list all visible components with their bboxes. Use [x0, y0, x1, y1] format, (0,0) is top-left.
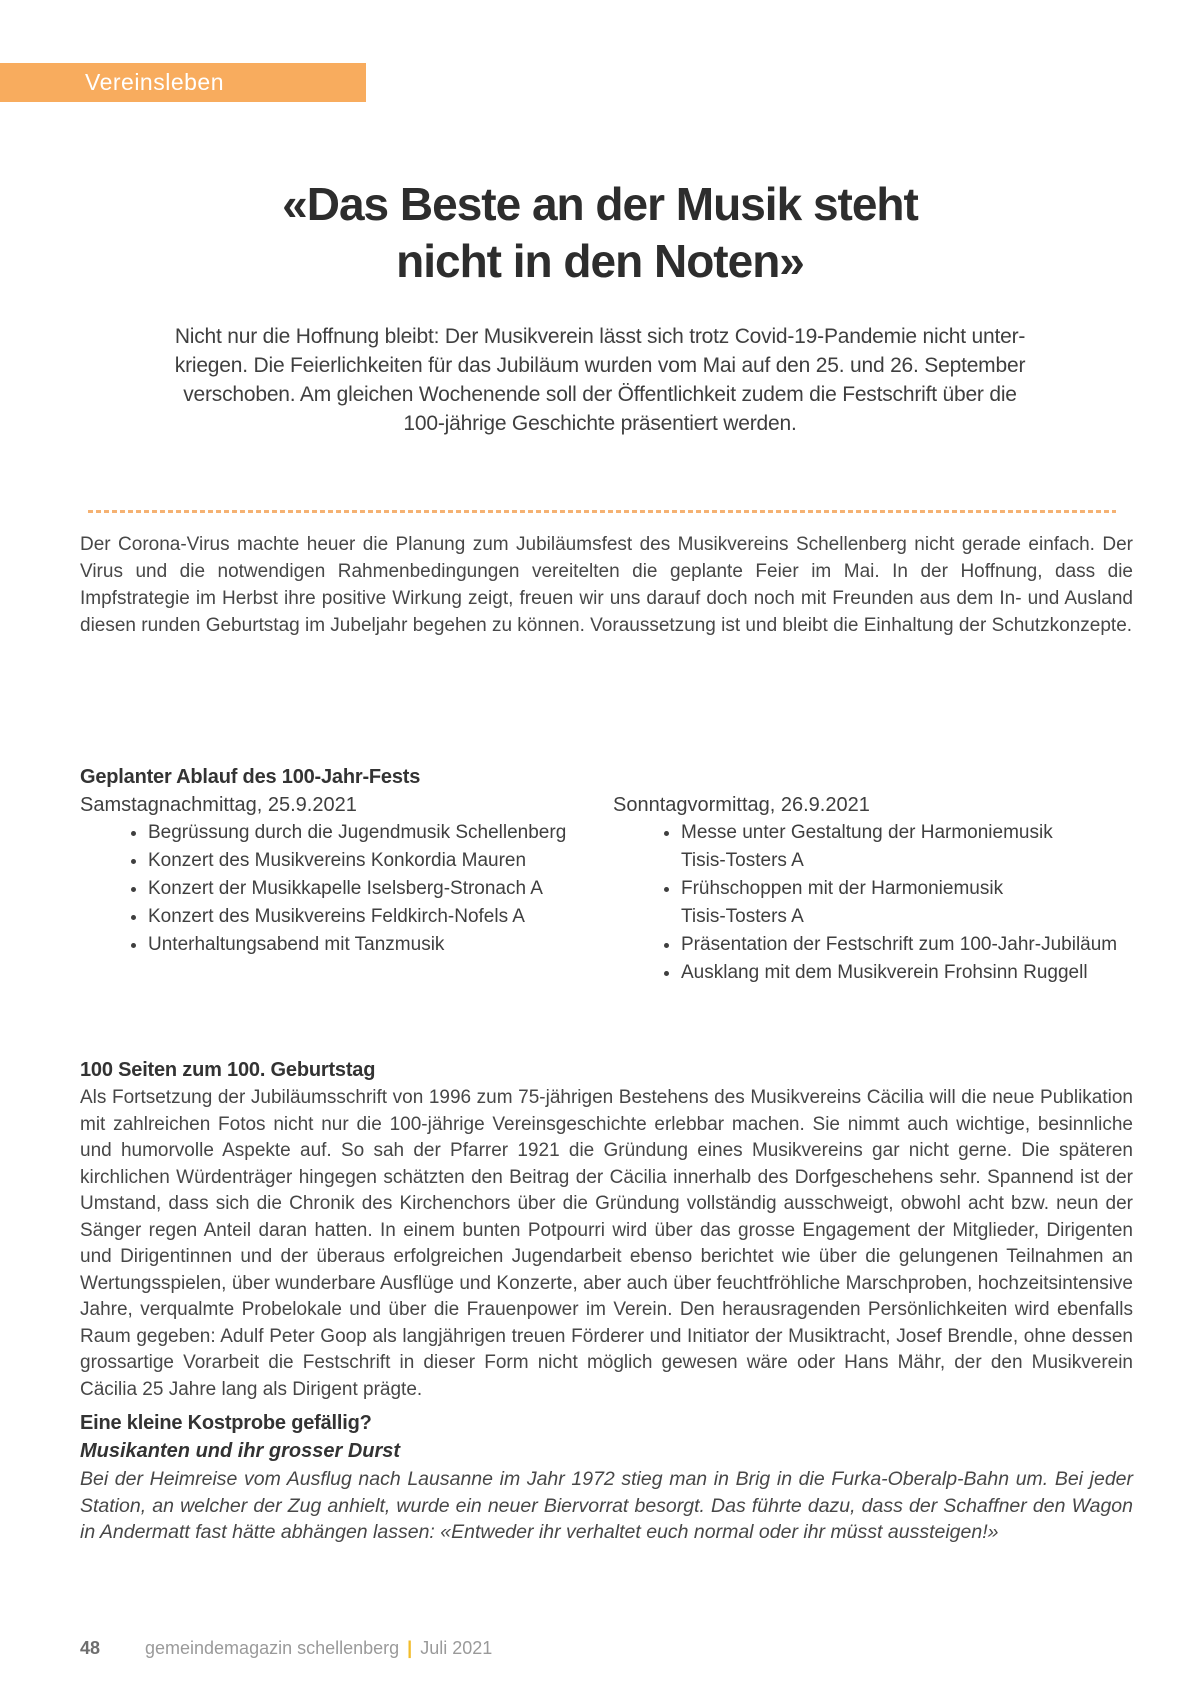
schedule-item: • Begrüssung durch die Jugendmusik Schellenberg [148, 819, 600, 847]
kostprobe-paragraph: Bei der Heimreise vom Ausflug nach Lausanne im Jahr 1972 stieg man in Brig in die Furka-Oberalp-Bahn um. Bei jeder Station, an welcher der Zug anhielt, wurde ein neuer Biervorrat besorgt. Das führte dazu, dass der Schaffner den Wagon in Andermatt fast hätte abhängen lassen: «Entweder ihr verhaltet euch normal oder ihr müsst aussteigen!» [80, 1468, 1133, 1543]
article-lead [0, 322, 1200, 438]
festschrift-heading: 100 Seiten zum 100. Geburtstag [80, 1059, 376, 1081]
festschrift-section [80, 1057, 1133, 1403]
magazine-name: gemeindemagazin schellenberg [145, 1638, 400, 1658]
saturday-list [80, 819, 600, 959]
schedule-item: • Unterhaltungsabend mit Tanzmusik [148, 931, 600, 959]
kostprobe-subheading: Musikanten und ihr grosser Durst [80, 1440, 401, 1462]
schedule-item-line: Tisis-Tosters A [681, 850, 804, 871]
kostprobe-section [80, 1410, 1133, 1546]
saturday-label: Samstagnachmittag, 25.9.2021 [80, 794, 357, 816]
intro-paragraph: Der Corona-Virus machte heuer die Planung zum Jubiläumsfest des Musikvereins Schellenberg nicht gerade einfach. Der Virus und die notwendigen Rahmenbedingungen vereitelten die geplante Feier im Mai. In der Hoffnung, dass die Impfstrategie im Herbst ihre positive Wirkung zeigt, freuen wir uns darauf doch noch mit Freunden aus dem In- und Ausland diesen runden Geburtstag im Jubeljahr begehen zu können. Voraussetzung ist und bleibt die Einhaltung der Schutzkonzepte. [80, 534, 1133, 636]
schedule-item [681, 819, 1153, 875]
schedule-item-line: • Ausklang mit dem Musikverein Frohsinn Ruggell [681, 962, 1088, 983]
schedule-item [681, 959, 1153, 987]
schedule-section [80, 763, 1153, 987]
issue-date: Juli 2021 [420, 1638, 493, 1658]
dashed-divider [88, 510, 1116, 513]
sunday-label: Sonntagvormittag, 26.9.2021 [613, 794, 870, 816]
lead-line-3: verschoben. Am gleichen Wochenende soll der Öffentlichkeit zudem die Festschrift über die [183, 383, 1017, 406]
schedule-item-line: • Präsentation der Festschrift zum 100-Jahr-Jubiläum [681, 934, 1118, 955]
sunday-list [613, 819, 1153, 987]
schedule-item-line: • Frühschoppen mit der Harmoniemusik [681, 878, 1004, 899]
title-line-1: «Das Beste an der Musik steht [282, 178, 918, 230]
footer-separator: | [407, 1638, 413, 1658]
saturday-column [80, 763, 600, 987]
schedule-item: • Konzert des Musikvereins Feldkirch-Nofels A [148, 903, 600, 931]
schedule-item: • Konzert der Musikkapelle Iselsberg-Stronach A [148, 875, 600, 903]
page-footer [80, 1636, 1133, 1660]
section-banner [0, 63, 366, 102]
kostprobe-heading: Eine kleine Kostprobe gefällig? [80, 1412, 372, 1434]
festschrift-paragraph: Als Fortsetzung der Jubiläumsschrift von 1996 zum 75-jährigen Bestehens des Musikvereins Cäcilia will die neue Publikation mit zahlreichen Fotos nicht nur die 100-jährige Vereinsgeschichte erlebbar machen. Sie nimmt auch wichtige, besinnliche und humorvolle Aspekte auf. So sah der Pfarrer 1921 die Gründung eines Musikvereins gar nicht gerne. Die späteren kirchlichen Würdenträger hingegen schätzten den Beitrag der Cäcilia innerhalb des Dorfgeschehens sehr. Spannend ist der Umstand, dass sich die Chronik des Kirchenchors über die Gründung vollständig ausschweigt, obwohl acht bzw. neun der Sänger regen Anteil daran hatten. In einem bunten Potpourri wird über das grosse Engagement der Mitglieder, Dirigenten und Dirigentinnen und der überaus erfolgreichen Jugendarbeit ebenso berichtet wie über die gelungenen Teilnahmen an Wertungsspielen, über wunderbare Ausflüge und Konzerte, aber auch über feuchtfröhliche Marschproben, hochzeitsintensive Jahre, verqualmte Probelokale und über die Frauenpower im Verein. Den herausragenden Persönlichkeiten wird ebenfalls Raum gegeben: Adulf Peter Goop als langjährigen treuen Förderer und Initiator der Musiktracht, Josef Brendle, ohne dessen grossartige Vorarbeit die Festschrift in dieser Form nicht möglich gewesen wäre oder Hans Mähr, der den Musikverein Cäcilia 25 Jahre lang als Dirigent prägte. [80, 1087, 1133, 1400]
sunday-column [613, 763, 1153, 987]
section-banner-label: Vereinsleben [85, 69, 224, 95]
lead-line-2: kriegen. Die Feierlichkeiten für das Jubiläum wurden vom Mai auf den 25. und 26. September [174, 354, 1026, 377]
schedule-item [681, 931, 1153, 959]
article-title [0, 176, 1200, 290]
schedule-item: • Konzert des Musikvereins Konkordia Mauren [148, 847, 600, 875]
schedule-item-line: Tisis-Tosters A [681, 906, 804, 927]
schedule-heading: Geplanter Ablauf des 100-Jahr-Fests [80, 766, 421, 788]
title-line-2: nicht in den Noten» [396, 235, 804, 287]
page-number: 48 [80, 1638, 101, 1658]
lead-line-1: Nicht nur die Hoffnung bleibt: Der Musikverein lässt sich trotz Covid-19-Pandemie nicht unter- [174, 325, 1026, 348]
lead-line-4: 100-jährige Geschichte präsentiert werden. [403, 412, 797, 435]
schedule-item-line: • Messe unter Gestaltung der Harmoniemusik [681, 822, 1053, 843]
schedule-item [681, 875, 1153, 931]
